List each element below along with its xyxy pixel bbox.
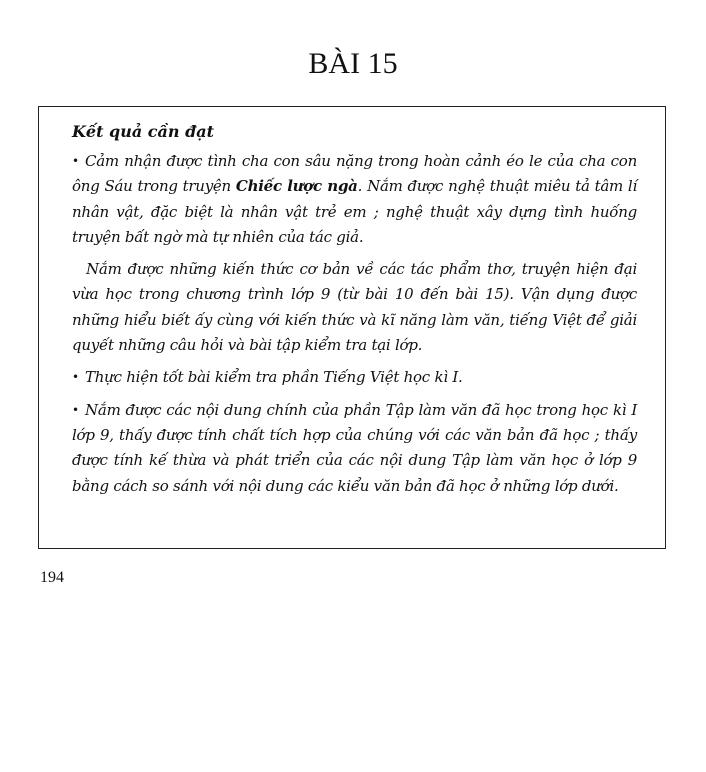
objective-1-text-before: Cảm nhận được tình cha con sâu nặng trong hoàn cảnh éo le của cha con ông Sáu trong truyện	[72, 152, 637, 196]
bullet-icon: •	[72, 370, 79, 385]
story-title: Chiếc lược ngà	[235, 177, 358, 196]
page-number: 194	[40, 569, 64, 586]
bullet-icon: •	[72, 154, 79, 168]
objective-4-text: Nắm được các nội dung chính của phần Tập làm văn đã học trong học kì I lớp 9, thấy được tính chất tích hợp của chúng với các văn bản đã học ; thấy được tính kế thừa và phát triển của các nội dung Tập làm văn học ở lớp 9 bằng cách so sánh với nội dung các kiểu văn bản đã học ở những lớp dưới.	[72, 400, 637, 495]
page-title: BÀI 15	[308, 47, 398, 80]
objective-item-3	[72, 365, 637, 390]
objective-item-1	[72, 149, 637, 250]
objective-1-text-after: . Nắm được nghệ thuật miêu tả tâm lí nhân vật, đặc biệt là nhân vật trẻ em ; nghệ thuật xây dựng tình huống truyện bất ngờ mà tự nhiên của tác giả.	[72, 177, 638, 246]
objectives-heading: Kết quả cần đạt	[72, 122, 215, 141]
objective-item-2: Nắm được những kiến thức cơ bản về các tác phẩm thơ, truyện hiện đại vừa học trong chương trình lớp 9 (từ bài 10 đến bài 15). Vận dụng được những hiểu biết ấy cùng với kiến thức và kĩ năng làm văn, tiếng Việt để giải quyết những câu hỏi và bài tập kiểm tra tại lớp.	[72, 260, 637, 355]
objective-item-4	[72, 398, 637, 499]
objective-3-text: Thực hiện tốt bài kiểm tra phần Tiếng Việt học kì I.	[85, 368, 463, 387]
objectives-box	[38, 106, 666, 549]
bullet-icon: •	[72, 402, 79, 417]
